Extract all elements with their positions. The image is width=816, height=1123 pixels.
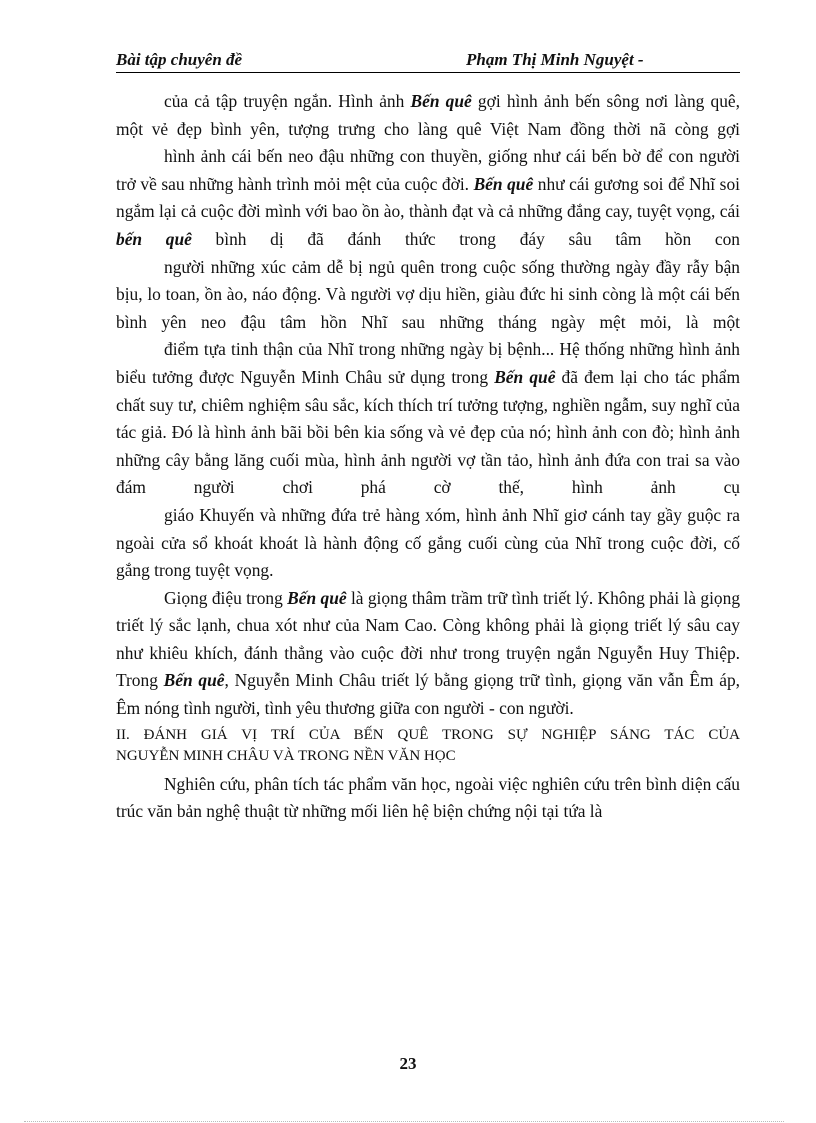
- paragraph: [116, 585, 740, 723]
- paragraph-text: gợi hình ảnh bến sông nơi làng quê, một vẻ đẹp bình yên, tượng trưng cho làng quê Việt Nam đồng thời nã còng gợi: [116, 91, 740, 139]
- paragraph-text: bình dị đã đánh thức trong đáy sâu tâm hồn con: [191, 228, 740, 249]
- paragraph: [116, 254, 740, 337]
- page-header: [116, 50, 740, 73]
- paragraph-text: đã đem lại cho tác phẩm chất suy tư, chiêm nghiệm sâu sắc, kích thích trí tưởng tượng, nghiền ngẫm, suy nghĩ của tác giả. Đó là hình ảnh bãi bồi bên kia sống và vẻ đẹp của nó; hình ảnh con đò; hình ảnh những cây bằng lăng cuối mùa, hình ảnh người vợ tần tảo, hình ảnh đứa con trai sa vào đám người chơi phá cờ thế, hình ảnh cụ: [116, 366, 740, 498]
- paragraph: [116, 502, 740, 585]
- paragraph-list: [116, 88, 740, 723]
- paragraph-text: hình ảnh cái bến neo đậu những con thuyền, giống như cái bến bờ để con người trở về sau những hành trình mỏi mệt của cuộc đời.: [116, 146, 740, 194]
- page-bottom-divider: [24, 1121, 784, 1122]
- paragraph-text: của cả tập truyện ngắn. Hình ảnh: [164, 91, 411, 111]
- document-body: [116, 88, 740, 826]
- paragraph-text: Giọng điệu trong: [164, 587, 288, 608]
- header-author: Phạm Thị Minh Nguyệt -: [466, 50, 644, 69]
- paragraph-text: giáo Khuyến và những đứa trẻ hàng xóm, hình ảnh Nhĩ giơ cánh tay gầy guộc ra ngoài cửa sổ khoát khoát là hành động cố gắng cuối cùng của Nhĩ trong cuộc đời, cố gắng trong tuyệt vọng.: [116, 504, 740, 581]
- paragraph: Nghiên cứu, phân tích tác phẩm văn học, ngoài việc nghiên cứu trên bình diện cấu trúc văn bản nghệ thuật từ những mối liên hệ biện chứng nội tại tứa là: [116, 773, 740, 822]
- emphasis-title: Bến quê: [287, 587, 347, 608]
- paragraph: [116, 336, 740, 502]
- paragraph-text: là giọng thâm trầm trữ tình triết lý. Không phải là giọng triết lý sắc lạnh, chua xót như của Nam Cao. Còng không phải là giọng triết lý sâu cay như khiêu khích, đánh thẳng vào cuộc đời như trong truyện ngắn Nguyễn Huy Thiệp. Trong: [116, 587, 741, 691]
- emphasis-title: Bến quê: [473, 173, 534, 194]
- paragraph-text: , Nguyễn Minh Châu triết lý bằng giọng trữ tình, giọng văn vẫn Êm áp, Êm nóng tình người, tình yêu thương giữa con người - con người.: [116, 670, 740, 719]
- emphasis-title: Bến quê: [494, 366, 556, 387]
- emphasis-title: bến quê: [116, 228, 192, 249]
- emphasis-title: Bến quê: [410, 91, 472, 111]
- paragraph: [116, 143, 740, 253]
- paragraph-text: điểm tựa tinh thận của Nhĩ trong những ngày bị bệnh... Hệ thống những hình ảnh biểu tưởng được Nguyễn Minh Châu sử dụng trong: [116, 339, 740, 387]
- section-heading: [116, 725, 740, 767]
- paragraph-text: như cái gương soi để Nhĩ soi ngắm lại cả cuộc đời mình với bao ồn ào, thành đạt và cả những đắng cay, tuyệt vọng, cái: [116, 173, 740, 222]
- section-heading-line: NGUYỄN MINH CHÂU VÀ TRONG NỀN VĂN HỌC: [116, 747, 456, 764]
- section-heading-line: II. ĐÁNH GIÁ VỊ TRÍ CỦA BẾN QUÊ TRONG SỰ NGHIỆP SÁNG TÁC CỦA: [116, 726, 740, 743]
- paragraph-text: người những xúc cảm dễ bị ngủ quên trong cuộc sống thường ngày đầy rẫy bận bịu, lo toan, ồn ào, náo động. Và người vợ dịu hiền, giàu đức hi sinh còng là một cái bến bình yên neo đậu tâm hồn Nhĩ sau những tháng ngày mệt mỏi, là một: [116, 256, 740, 332]
- emphasis-title: Bến quê: [163, 670, 225, 691]
- page-number: 23: [399, 1054, 417, 1073]
- paragraph: [116, 88, 740, 143]
- header-left-title: Bài tập chuyên đề: [116, 50, 243, 69]
